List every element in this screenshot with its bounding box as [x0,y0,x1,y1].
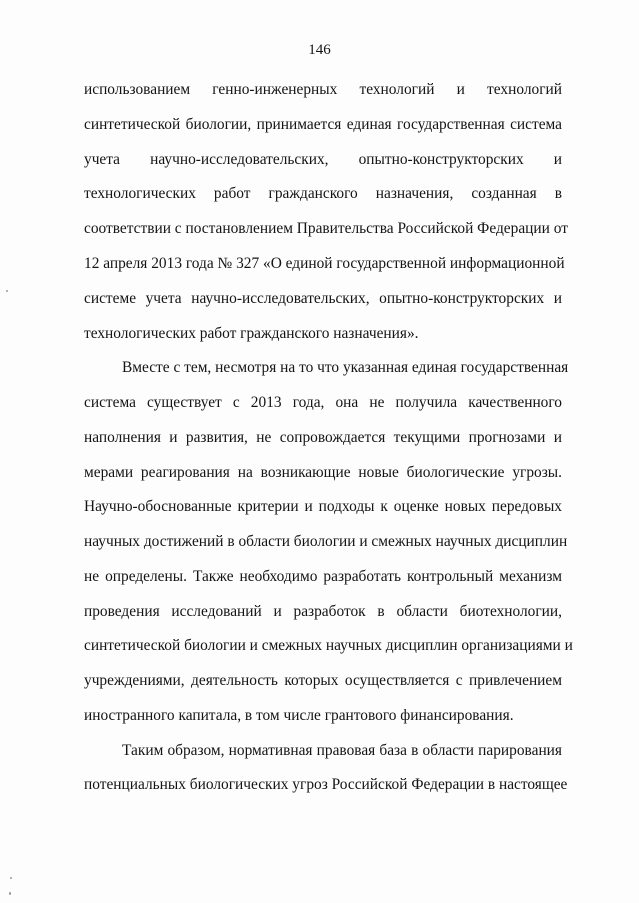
paragraph-2-line-4: мерами реагирования на возникающие новые биологические угрозы. [84,464,562,481]
paragraph-2-line-5: Научно-обоснованные критерии и подходы к оценке новых передовых [84,498,562,515]
scan-speck [6,290,8,292]
paragraph-2-line-2: система существует с 2013 года, она не получила качественного [84,394,562,411]
paragraph-1-line-1: использованием генно-инженерных технологий и технологий [84,81,562,98]
paragraph-2-line-9: синтетической биологии и смежных научных дисциплин организациями и [84,637,573,654]
paragraph-1-line-2: синтетической биологии, принимается единая государственная система [84,116,562,133]
paragraph-3-line-1: Таким образом, нормативная правовая база в области парирования [122,742,562,759]
scan-speck [9,892,11,895]
paragraph-2-line-10: учреждениями, деятельность которых осуществляется с привлечением [84,672,562,689]
paragraph-1-line-8: технологических работ гражданского назначения». [84,325,419,342]
paragraph-1-line-7: системе учета научно-исследовательских, опытно-конструкторских и [84,290,562,307]
paragraph-2-line-11: иностранного капитала, в том числе грантового финансирования. [84,707,514,724]
page-number: 146 [308,42,331,58]
paragraph-1-line-5: соответствии с постановлением Правительства Российской Федерации от [84,220,568,237]
paragraph-2-line-6: научных достижений в области биологии и смежных научных дисциплин [84,533,568,550]
paragraph-1-line-3: учета научно-исследовательских, опытно-конструкторских и [84,151,562,168]
paragraph-2-line-7: не определены. Также необходимо разработать контрольный механизм [84,568,562,585]
paragraph-2-line-8: проведения исследований и разработок в области биотехнологии, [84,603,562,620]
paragraph-3-line-2: потенциальных биологических угроз Российской Федерации в настоящее [84,776,568,793]
paragraph-2-line-3: наполнения и развития, не сопровождается текущими прогнозами и [84,429,562,446]
paragraph-1-line-4: технологических работ гражданского назначения, созданная в [84,185,562,202]
scan-speck [10,877,12,879]
paragraph-1-line-6: 12 апреля 2013 года № 327 «О единой государственной информационной [84,255,565,272]
paragraph-2-line-1: Вместе с тем, несмотря на то что указанная единая государственная [122,359,569,376]
